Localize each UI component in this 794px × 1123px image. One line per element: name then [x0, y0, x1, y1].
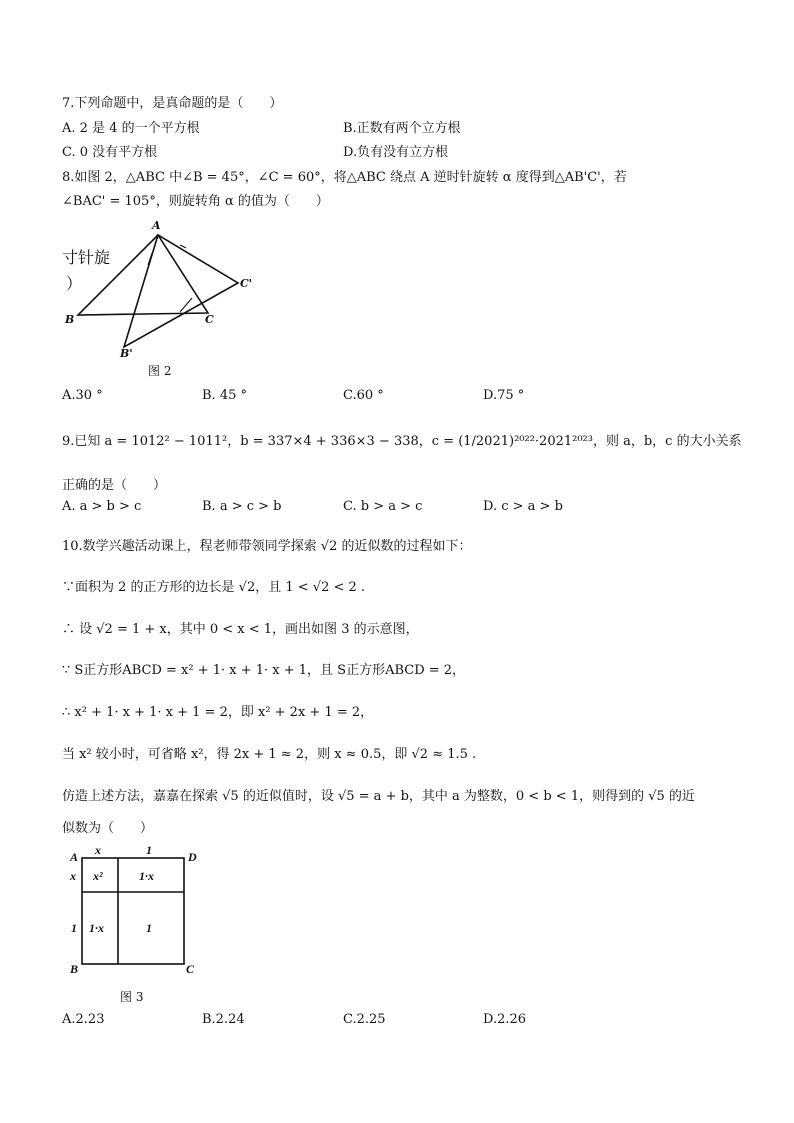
q10-line-7: 似数为（ ）: [62, 821, 154, 836]
q10-line-6: 仿造上述方法，嘉嘉在探索 √5 的近似值时，设 √5 = a + b，其中 a 为整数，0 < b < 1，则得到的 √5 的近: [62, 789, 695, 804]
q9-stem-line1: 9.已知 a = 1012² − 1011²，b = 337×4 + 336×3 − 338，c = (1/2021)²⁰²²·2021²⁰²³，则 a，b，c 的大小关系: [62, 434, 742, 449]
label-c: C: [205, 313, 214, 326]
q10-option-d: D.2.26: [483, 1012, 527, 1027]
fig3-left-1: 1: [71, 921, 77, 935]
fig3-top-1: 1: [146, 843, 152, 857]
q10-line-3: ∵ S正方形ABCD = x² + 1· x + 1· x + 1，且 S正方形ABCD = 2，: [62, 663, 466, 678]
q7-option-d: D.负有没有立方根: [343, 145, 449, 160]
q8-stem-line2: ∠BAC' = 105°，则旋转角 α 的值为（ ）: [62, 194, 329, 209]
figure-2-caption: 图 2: [148, 364, 172, 378]
label-b-prime: B': [120, 347, 133, 360]
q10-line-5: 当 x² 较小时，可省略 x²，得 2x + 1 ≈ 2，则 x ≈ 0.5，即 √2 ≈ 1.5 .: [62, 747, 477, 762]
q7-option-c: C. 0 没有平方根: [62, 145, 158, 160]
q10-option-c: C.2.25: [343, 1012, 386, 1027]
q9-option-c: C. b > a > c: [343, 499, 423, 514]
q8-option-c: C.60 °: [343, 388, 384, 403]
fig3-cell-x2: x²: [93, 869, 103, 883]
q8-stem-line1: 8.如图 2，△ABC 中∠B = 45°，∠C = 60°，将△ABC 绕点 A 逆时针旋转 α 度得到△AB'C'，若: [62, 170, 627, 185]
q10-stem: 10.数学兴趣活动课上，程老师带领同学探索 √2 的近似数的过程如下：: [62, 539, 472, 554]
q8-option-a: A.30 °: [62, 388, 103, 403]
fig2-bg-text-2: ）: [66, 274, 83, 293]
figure-3-caption: 图 3: [120, 990, 144, 1004]
q10-line-4: ∴ x² + 1· x + 1· x + 1 = 2，即 x² + 2x + 1 = 2，: [62, 705, 374, 720]
q9-option-d: D. c > a > b: [483, 499, 563, 514]
fig3-cell-1x-top: 1·x: [139, 869, 154, 883]
q10-option-a: A.2.23: [62, 1012, 105, 1027]
q9-option-b: B. a > c > b: [202, 499, 282, 514]
figure-3-square-diagram: [62, 842, 212, 982]
fig3-label-d: D: [188, 850, 197, 864]
q9-stem-line2: 正确的是（ ）: [62, 478, 167, 493]
q10-option-b: B.2.24: [202, 1012, 245, 1027]
triangle-abc: [78, 235, 208, 315]
q8-option-d: D.75 °: [483, 388, 525, 403]
q7-option-b: B.正数有两个立方根: [343, 121, 461, 136]
q9-option-a: A. a > b > c: [62, 499, 142, 514]
q7-option-a: A. 2 是 4 的一个平方根: [62, 121, 200, 136]
q7-stem: 7.下列命题中，是真命题的是（ ）: [62, 96, 283, 111]
label-b: B: [65, 313, 75, 326]
fig3-label-b: B: [70, 962, 79, 976]
fig3-left-x: x: [70, 869, 76, 883]
fig3-cell-1: 1: [146, 921, 152, 935]
fig3-label-c: C: [186, 962, 195, 976]
q10-line-1: ∵面积为 2 的正方形的边长是 √2，且 1 < √2 < 2 .: [62, 580, 366, 595]
fig3-cell-1x-left: 1·x: [89, 921, 104, 935]
label-c-prime: C': [240, 277, 253, 290]
fig3-top-x: x: [95, 843, 101, 857]
fig2-bg-text-1: 寸针旋: [62, 248, 111, 267]
figure-2-triangles: [60, 215, 270, 360]
q10-line-2: ∴ 设 √2 = 1 + x，其中 0 < x < 1，画出如图 3 的示意图，: [62, 622, 419, 637]
label-a: A: [152, 219, 161, 232]
q8-option-b: B. 45 °: [202, 388, 247, 403]
fig3-label-a: A: [70, 850, 79, 864]
